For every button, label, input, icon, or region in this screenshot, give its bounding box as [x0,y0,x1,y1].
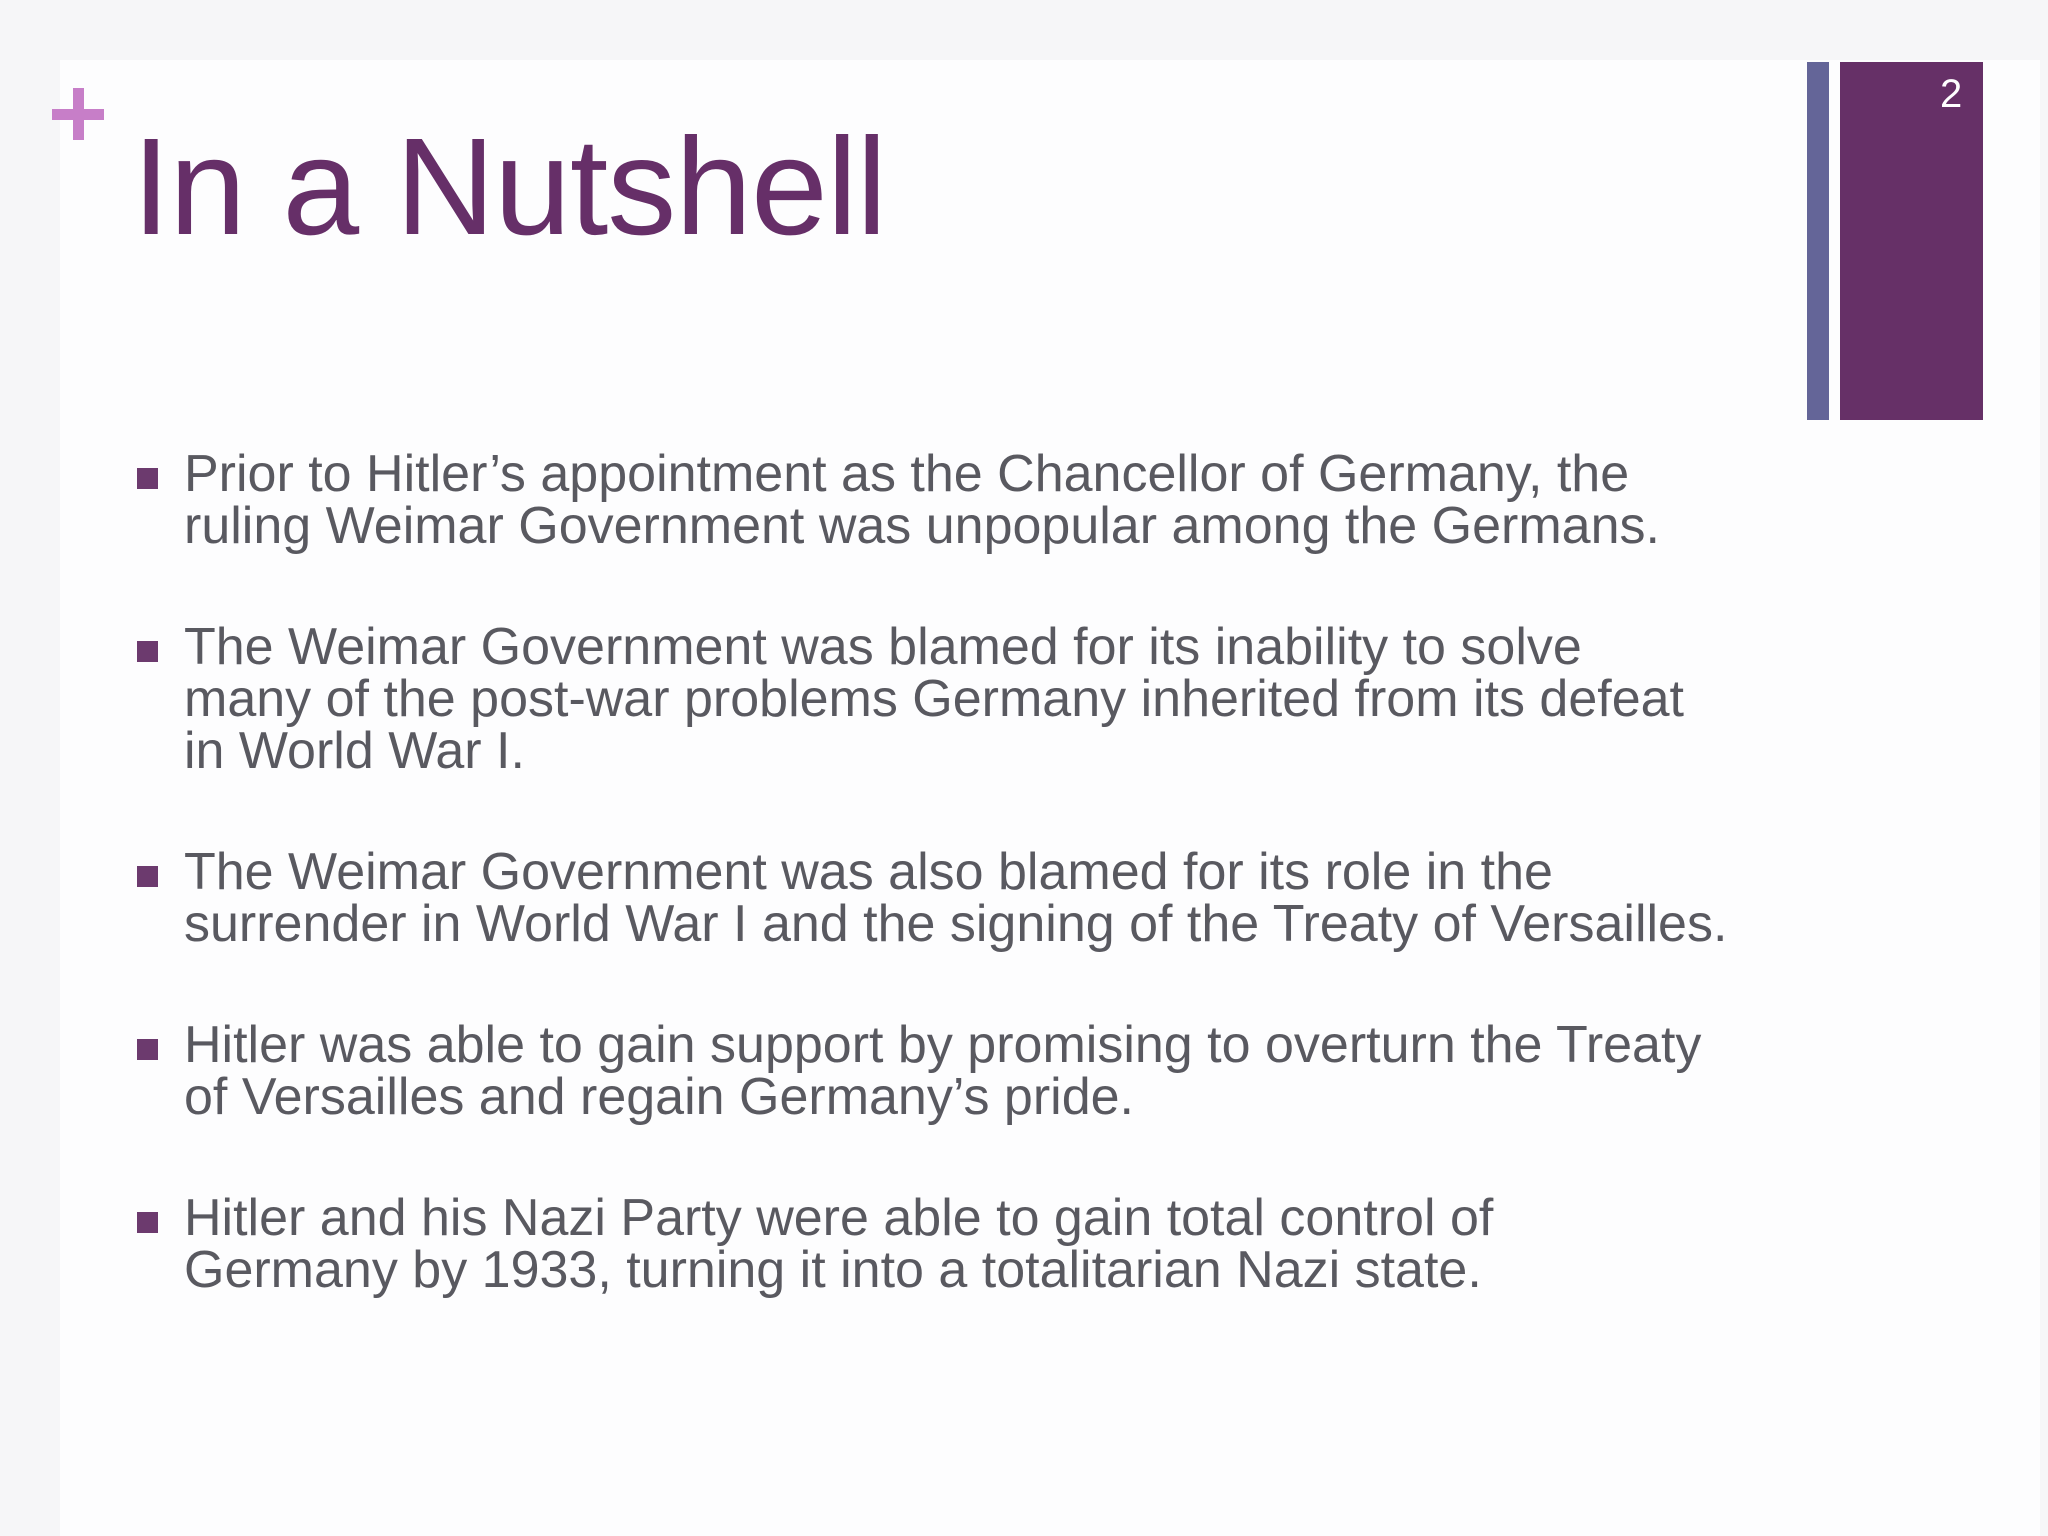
bullet-item [133,843,1813,953]
bullet-list [133,445,1813,1365]
square-bullet-icon [137,866,158,887]
bullet-text: Hitler and his Nazi Party were able to gain total control of Germany by 1933, turning it into a totalitarian Nazi state. [184,1189,1494,1299]
bullet-text: The Weimar Government was also blamed for its role in the surrender in World War I and the signing of the Treaty of Versailles. [184,843,1728,953]
plus-icon-vertical [73,88,84,140]
square-bullet-icon [137,1212,158,1233]
bullet-item [133,1189,1813,1299]
bullet-item [133,618,1813,780]
bullet-item [133,1016,1813,1126]
bullet-item [133,445,1813,555]
bullet-text: The Weimar Government was blamed for its inability to solve many of the post-war problems Germany inherited from its defeat in World War I. [184,618,1684,780]
accent-bar-thin [1807,62,1829,420]
bullet-text: Prior to Hitler’s appointment as the Chancellor of Germany, the ruling Weimar Government was unpopular among the Germans. [184,445,1660,555]
bullet-text: Hitler was able to gain support by promising to overturn the Treaty of Versailles and regain Germany’s pride. [184,1016,1702,1126]
plus-icon [52,88,104,140]
square-bullet-icon [137,468,158,489]
square-bullet-icon [137,641,158,662]
slide-number: 2 [1940,72,1963,116]
slide-title: In a Nutshell [132,110,887,264]
square-bullet-icon [137,1039,158,1060]
